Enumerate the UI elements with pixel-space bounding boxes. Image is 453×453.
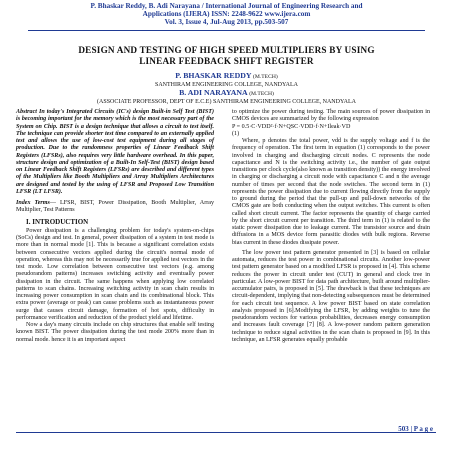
author-2-tag: (M.TECH): [249, 91, 274, 98]
index-terms-label: Index Terms: [16, 200, 50, 206]
journal-line-3: Vol. 3, Issue 4, Jul-Aug 2013, pp.503-507: [164, 18, 289, 27]
journal-line-1: P. Bhaskar Reddy, B. Adi Narayana / International Journal of Engineering Research and: [90, 2, 363, 10]
right-paragraph-2: Where, p denotes the total power, vdd is the supply voltage and f is the frequency of operation. The first term in equation (1) corresponds to the power involved in charging and discharging circuit nodes. C represents the node capacitance and N is the switching activity i.e., the number of gate output transitions per clock cycle(also known as transition density)) the energy involved in charging or discharging a circuit node with capacitance C and n the average number of times per second that the node switches. The second term in (1) represents the power dissipation due to current flowing directly from the supply to ground during the period that the pull-up and pull-down networks of the CMOS gate are both conducting when the output switches. This current is often called short circuit current. The factor represents the quantity of charge carried by the short circuit current per transition. The third term in (1) is related to the static power dissipation due to leakage current. The transistor source and drain diffusions in a MOS device form parasitic diodes with bulk regions. Reverse bias current in these diodes dissipate power.: [232, 138, 430, 246]
index-terms-text: — LFSR, BIST, Power Dissipation, Booth Multiplier, Array Multiplier, Test Patterns: [16, 200, 214, 214]
section-heading-introduction: I. INTRODUCTION: [26, 217, 89, 226]
footer-rule: [16, 432, 436, 433]
header-rule: [28, 30, 424, 31]
author-2-name: B. ADI NARAYANA: [179, 88, 248, 98]
author-block: [24, 72, 429, 106]
author-1-affiliation: SANTHIRAM ENGINEERING COLLEGE, NANDYALA: [155, 81, 298, 88]
left-column: [16, 109, 214, 344]
author-1-name: P. BHASKAR REDDY: [175, 71, 252, 80]
right-paragraph-1: to optimize the power during testing. The main sources of power dissipation in CMOS devices are summarized by the following expression: [232, 109, 430, 123]
intro-paragraph-2: Now a day's many circuits include on chip structures that enable self testing known BIST. The power dissipation during the test mode 200% more than in normal mode. hence it is an important aspect: [16, 322, 214, 343]
abstract-text: In today's Integrated Circuits (IC's) design Built-in Self Test (BIST) is becoming important for the memory which is the most necessary part of the System on Chip. BIST is a design technique that allows a circuit to test itself. The technique can provide shorter test time compared to an externally applied test and allows the use of low-cost test equipment during all stages of production. Due to the randomness properties of Linear Feedback Shift Registers (LFSRs), also requires very little hardware overhead. In this paper, structure design and optimization of a Built-In Self-Test (BIST) design based on Linear Feedback Shift Registers (LFSRs) are described and different types of the Multipliers like Booth Multipliers and Array Multipliers Architectures are designed and tested by the using of LFSR and Proposed Low Transition LFSR (LT LFSR).: [16, 109, 214, 195]
intro-paragraph-1: Power dissipation is a challenging problem for today's system-on-chips (SoCs) design and test. In general, power dissipation of a system in test mode is more than in normal mode [1]. This is because a significant correlation exists between consecutive vectors applied during the circuit's normal mode of operation, whereas this may not be necessarily true for applied test vectors in the test mode. Low correlation between consecutive test vectors (e.g. among pseudorandom patterns) increases switching activity and eventually power dissipation in the circuit. The same happens when applying low correlated patterns to scan chains. Increasing switching activity in scan chain results in increasing power consumption in scan chain and its combinational block. This extra power (average or peak) can cause problems such as instantaneous power surge that causes circuit damage, formation of hot spots, difficulty in performance verification and reduction of the product yield and lifetime.: [16, 227, 214, 321]
right-paragraph-3: The low power test pattern generator presented in [3] is based on cellular automata, reduces the test power in combinational circuits. Another low-power test pattern generator based on a modified LFSR is proposed in [4]. This scheme reduces the power in circuit under test (CUT) in general and clock tree in particular. A low-power BIST for data path architecture, built around multiplier-accumulator pairs, is proposed in [5]. The drawback is that these techniques are circuit-dependent, implying that non-detecting subsequences must be determined for each circuit test sequence. A low power BIST based on state correlation analysis proposed in [6].Modifying the LFSR, by adding weights to tune the pseudorandom vectors for various probabilities, decreases energy consumption and increases fault coverage [7] [8]. A low-power random pattern generation technique to reduce signal activities in the scan chain is proposed in [9]. In this technique, an LFSR generates equally probable: [232, 249, 430, 343]
index-terms-paragraph: [16, 200, 214, 215]
right-column: [232, 109, 430, 344]
equation-text: P = 0.5·C·VDD²·f·N+QSC·VDD·f·N+Ileak·VD: [232, 123, 351, 130]
title-line-2: LINEAR FEEDBACK SHIFT REGISTER: [139, 56, 314, 66]
abstract-label: Abstract: [16, 109, 37, 115]
author-1-tag: (M.TECH): [253, 74, 278, 80]
equation-number: (1): [232, 130, 240, 137]
title-line-1: DESIGN AND TESTING OF HIGH SPEED MULTIPLIERS BY USING: [78, 45, 375, 55]
author-2-affiliation: (ASSOCIATE PROFESSOR, DEPT OF E.C.E) SANTHIRAM ENGINEERING COLLEGE, NANDYALA: [97, 98, 356, 105]
journal-line-2: Applications (IJERA) ISSN: 2248-9622 www.ijera.com: [142, 10, 311, 19]
page-number: 503 | P a g e: [398, 425, 433, 433]
power-equation: [232, 124, 430, 139]
abstract-paragraph: [16, 109, 214, 196]
paper-title: [24, 45, 429, 67]
journal-header: [20, 2, 433, 31]
